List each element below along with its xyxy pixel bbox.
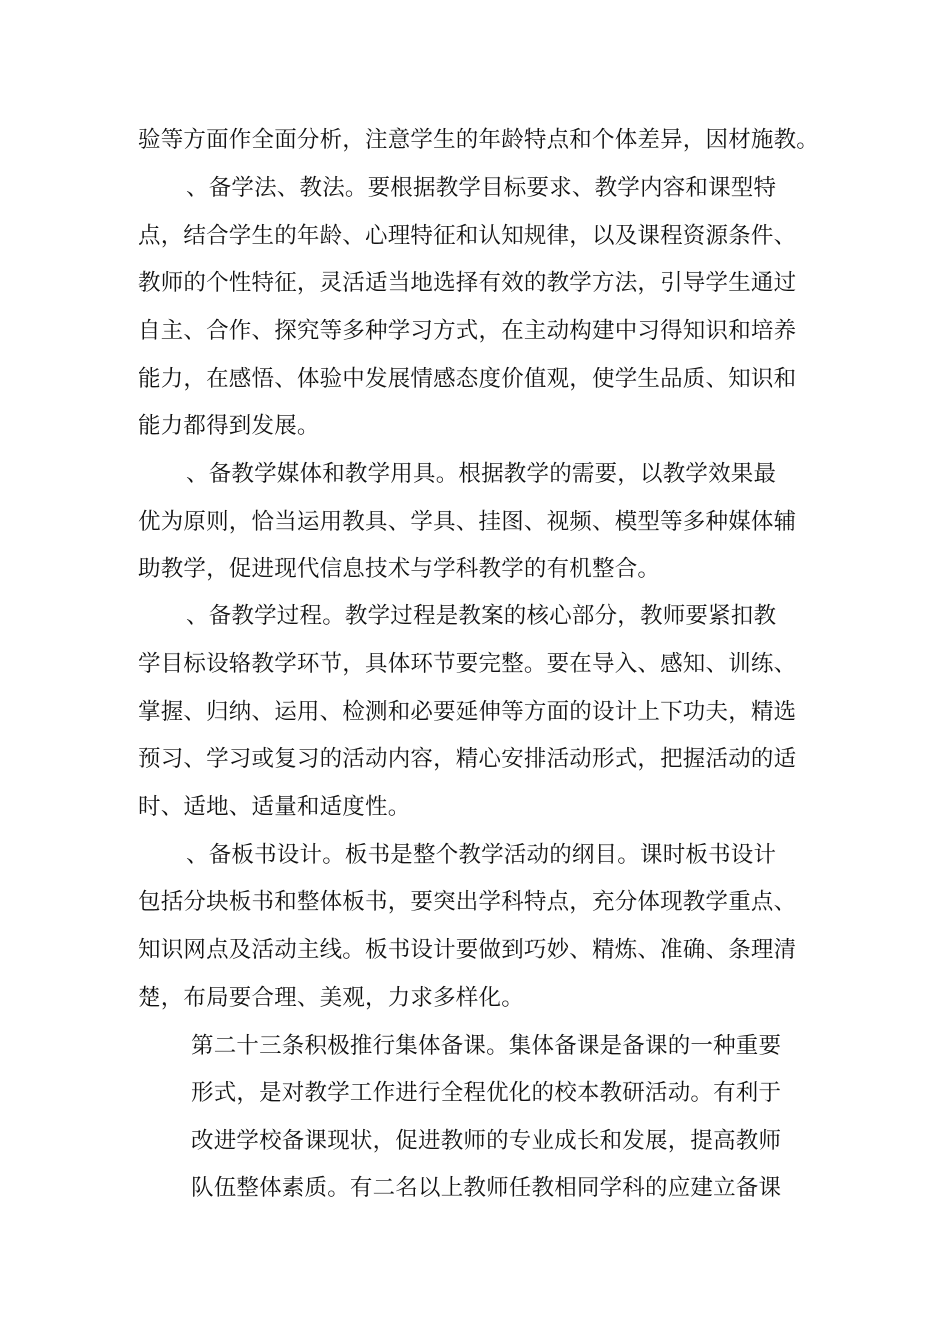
text-line: 点，结合学生的年龄、心理特征和认知规律，以及课程资源条件、 <box>138 223 797 249</box>
text-line: 知识网点及活动主线。板书设计要做到巧妙、精炼、准确、条理清 <box>138 937 797 963</box>
text-line: 楚，布局要合理、美观，力求多样化。 <box>138 985 524 1011</box>
text-line: 预习、学习或复习的活动内容，精心安排活动形式，把握活动的适 <box>138 746 797 772</box>
text-line: 能力都得到发展。 <box>138 413 320 439</box>
text-line: 验等方面作全面分析，注意学生的年龄特点和个体差异，因材施教。 <box>138 127 820 153</box>
text-line: 时、适地、适量和适度性。 <box>138 794 411 820</box>
text-line: 学目标设辂教学环节，具体环节要完整。要在导入、感知、训练、 <box>138 651 797 677</box>
text-line: 形式，是对教学工作进行全程优化的校本教研活动。有利于 <box>191 1080 782 1106</box>
text-line: 自主、合作、探究等多种学习方式，在主动构建中习得知识和培养 <box>138 318 797 344</box>
text-line: 、备板书设计。板书是整个教学活动的纲目。课时板书设计 <box>186 842 777 868</box>
text-line: 、备教学过程。教学过程是教案的核心部分，教师要紧扣教 <box>186 603 777 629</box>
text-line: 、备教学媒体和教学用具。根据教学的需要，以教学效果最 <box>186 461 777 487</box>
text-line: 能力，在感悟、体验中发展情感态度价值观，使学生品质、知识和 <box>138 366 797 392</box>
text-line: 优为原则，恰当运用教具、学具、挂图、视频、模型等多种媒体辅 <box>138 509 797 535</box>
text-line: 、备学法、教法。要根据教学目标要求、教学内容和课型特 <box>186 175 777 201</box>
text-line: 助教学，促进现代信息技术与学科教学的有机整合。 <box>138 556 661 582</box>
text-line: 教师的个性特征，灵活适当地选择有效的教学方法，引导学生通过 <box>138 270 797 296</box>
text-line: 掌握、归纳、运用、检测和必要延伸等方面的设计上下功夫，精选 <box>138 699 797 725</box>
text-line: 改进学校备课现状，促进教师的专业成长和发展，提高教师 <box>191 1128 782 1154</box>
text-line: 第二十三条积极推行集体备课。集体备课是备课的一种重要 <box>191 1033 782 1059</box>
text-line: 包括分块板书和整体板书，要突出学科特点，充分体现教学重点、 <box>138 889 797 915</box>
text-line: 队伍整体素质。有二名以上教师任教相同学科的应建立备课 <box>191 1175 782 1201</box>
